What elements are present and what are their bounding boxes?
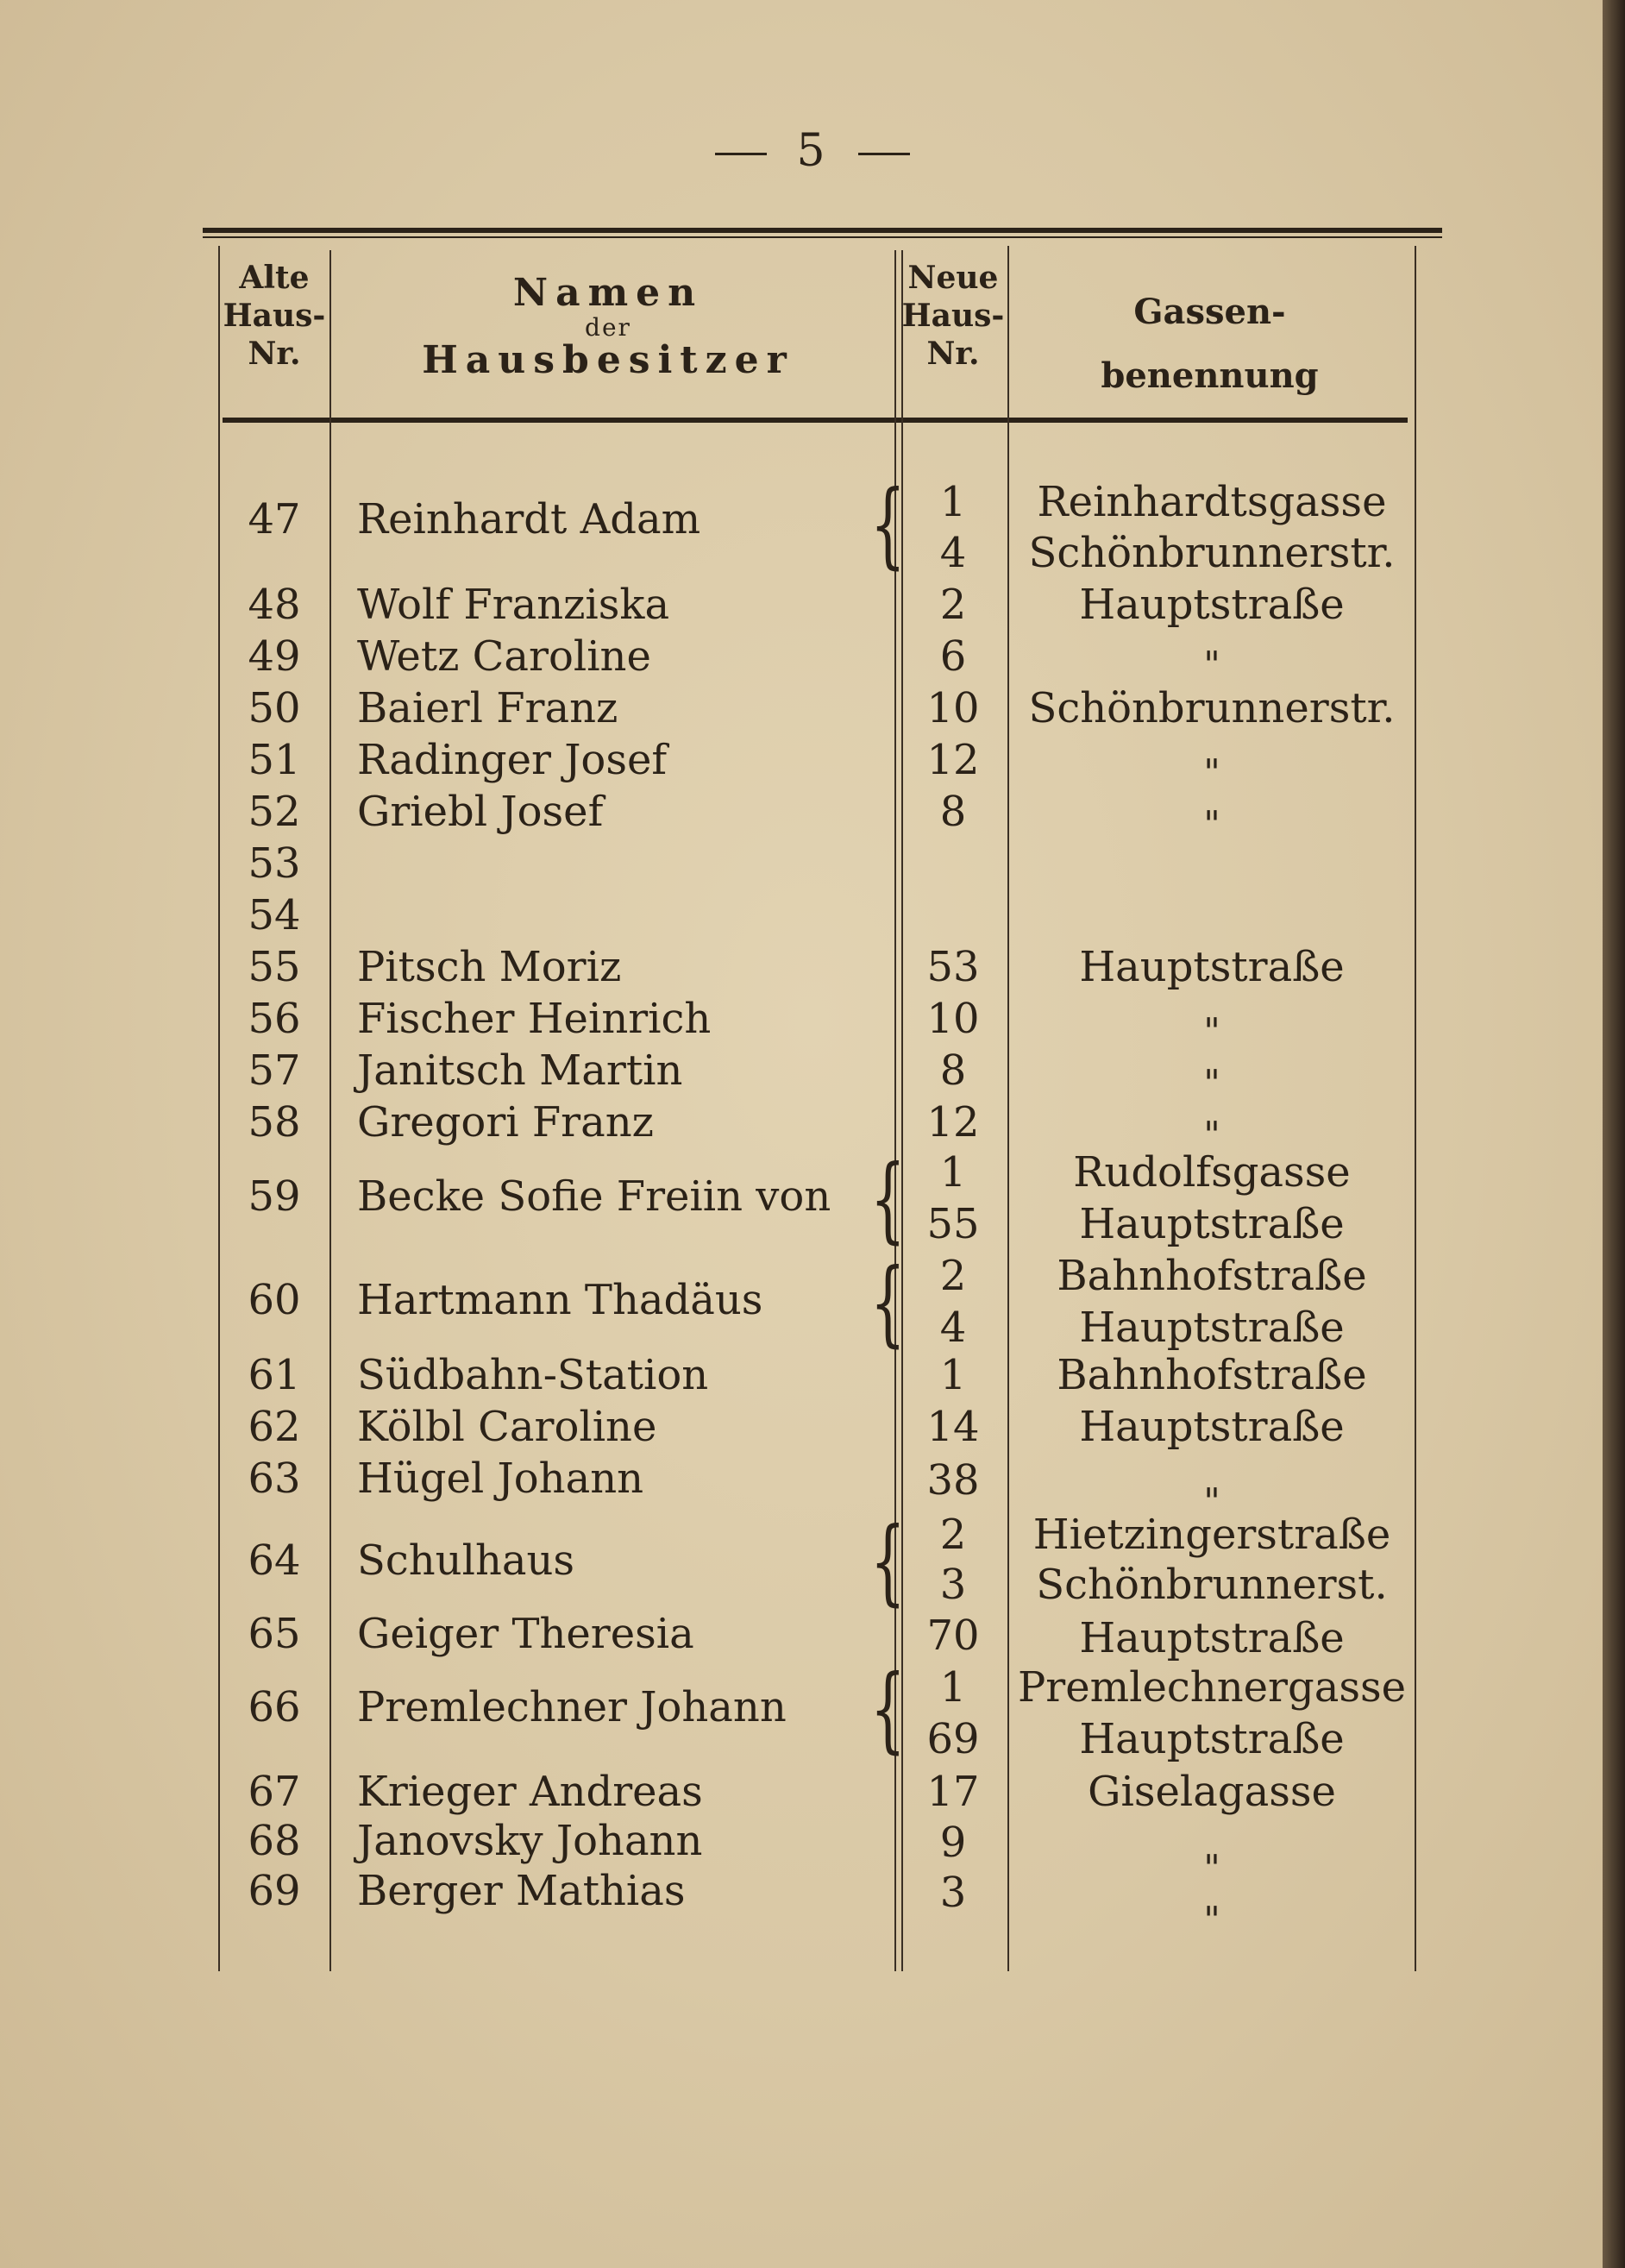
new-house-no: 1 (939, 1148, 967, 1197)
brace-icon: { (869, 1146, 906, 1253)
new-house-no: 2 (939, 1252, 967, 1300)
new-house-no: 38 (926, 1456, 980, 1505)
old-house-no: 69 (248, 1867, 301, 1915)
brace-icon: { (869, 471, 906, 579)
new-house-no: 3 (939, 1561, 967, 1609)
old-house-no: 67 (248, 1768, 301, 1816)
new-house-no: 4 (939, 1304, 967, 1352)
ditto-mark: " (1203, 803, 1220, 845)
new-house-no: 10 (926, 684, 980, 732)
new-house-no: 1 (939, 1351, 967, 1399)
old-house-no: 66 (248, 1683, 301, 1731)
old-house-no: 52 (248, 788, 301, 836)
new-house-no: 55 (926, 1200, 980, 1248)
column-divider (329, 250, 331, 1971)
page-edge (1603, 0, 1625, 2268)
old-house-no: 68 (248, 1817, 301, 1865)
ditto-mark: " (1203, 1010, 1220, 1052)
page-number: 5 (0, 125, 1625, 177)
street-name: Hauptstraße (1079, 1715, 1345, 1763)
street-name: Hauptstraße (1079, 581, 1345, 629)
owner-name: Schulhaus (357, 1536, 575, 1585)
brace-icon: { (869, 1249, 906, 1357)
top-rule (203, 228, 1442, 233)
ditto-mark: " (1203, 1847, 1220, 1889)
street-name: Hauptstraße (1079, 1614, 1345, 1662)
owner-name: Baierl Franz (357, 684, 618, 732)
owner-name: Kölbl Caroline (357, 1403, 657, 1451)
brace-icon: { (869, 1508, 906, 1616)
old-house-no: 49 (248, 632, 301, 681)
owner-name: Geiger Theresia (357, 1610, 694, 1658)
street-name: Bahnhofstraße (1057, 1252, 1367, 1300)
owner-name: Premlechner Johann (357, 1683, 787, 1731)
ditto-mark: " (1203, 1062, 1220, 1104)
old-house-no: 55 (248, 943, 301, 991)
street-name: Schönbrunnerstr. (1028, 684, 1396, 732)
column-divider (218, 246, 220, 1971)
street-name: Giselagasse (1088, 1768, 1336, 1816)
owner-name: Janovsky Johann (357, 1817, 703, 1865)
owner-name: Wolf Franziska (357, 581, 670, 629)
street-name: Rudolfsgasse (1073, 1148, 1351, 1197)
new-house-no: 3 (939, 1869, 967, 1917)
owner-name: Fischer Heinrich (357, 995, 712, 1043)
new-house-no: 14 (926, 1403, 980, 1451)
owner-name: Berger Mathias (357, 1867, 686, 1915)
new-house-no: 2 (939, 1511, 967, 1559)
new-house-no: 70 (926, 1611, 980, 1660)
header-old-house-no: Alte Haus- Nr. (223, 260, 326, 372)
old-house-no: 54 (248, 891, 301, 939)
owner-name: Pitsch Moriz (357, 943, 622, 991)
new-house-no: 10 (926, 995, 980, 1043)
owner-name: Radinger Josef (357, 736, 668, 784)
old-house-no: 53 (248, 839, 301, 888)
ditto-mark: " (1203, 1480, 1220, 1523)
header-owner-names: Namen der Hausbesitzer (422, 271, 794, 382)
street-name: Hauptstraße (1079, 1304, 1345, 1352)
old-house-no: 50 (248, 684, 301, 732)
owner-name: Hartmann Thadäus (357, 1276, 763, 1324)
new-house-no: 53 (926, 943, 980, 991)
owner-name: Gregori Franz (357, 1098, 654, 1147)
old-house-no: 65 (248, 1610, 301, 1658)
old-house-no: 60 (248, 1276, 301, 1324)
street-name: Hauptstraße (1079, 943, 1345, 991)
owner-name: Südbahn-Station (357, 1351, 709, 1399)
top-rule-thin (203, 236, 1442, 238)
owner-name: Wetz Caroline (357, 632, 651, 681)
old-house-no: 59 (248, 1172, 301, 1221)
old-house-no: 57 (248, 1046, 301, 1095)
old-house-no: 56 (248, 995, 301, 1043)
header-street-name: Gassen- benennung (1101, 292, 1319, 396)
new-house-no: 8 (939, 1046, 967, 1095)
new-house-no: 6 (939, 632, 967, 681)
new-house-no: 4 (939, 529, 967, 577)
ditto-mark: " (1203, 644, 1220, 686)
new-house-no: 8 (939, 788, 967, 836)
header-new-house-no: Neue Haus- Nr. (901, 260, 1005, 372)
street-name: Hauptstraße (1079, 1403, 1345, 1451)
new-house-no: 1 (939, 1663, 967, 1712)
new-house-no: 12 (926, 736, 980, 784)
old-house-no: 51 (248, 736, 301, 784)
street-name: Premlechnergasse (1018, 1663, 1406, 1712)
old-house-no: 63 (248, 1454, 301, 1503)
street-name: Schönbrunnerst. (1036, 1561, 1388, 1609)
street-name: Hauptstraße (1079, 1200, 1345, 1248)
old-house-no: 48 (248, 581, 301, 629)
old-house-no: 61 (248, 1351, 301, 1399)
street-name: Reinhardtsgasse (1037, 478, 1387, 526)
ditto-mark: " (1203, 1899, 1220, 1941)
new-house-no: 69 (926, 1715, 980, 1763)
new-house-no: 17 (926, 1768, 980, 1816)
new-house-no: 2 (939, 581, 967, 629)
old-house-no: 58 (248, 1098, 301, 1147)
new-house-no: 9 (939, 1819, 967, 1867)
brace-icon: { (869, 1655, 906, 1763)
owner-name: Reinhardt Adam (357, 495, 701, 543)
header-rule (223, 418, 1408, 423)
street-name: Bahnhofstraße (1057, 1351, 1367, 1399)
new-house-no: 1 (939, 478, 967, 526)
ditto-mark: " (1203, 1114, 1220, 1156)
column-divider (1415, 246, 1416, 1971)
new-house-no: 12 (926, 1098, 980, 1147)
street-name: Schönbrunnerstr. (1028, 529, 1396, 577)
owner-name: Griebl Josef (357, 788, 604, 836)
old-house-no: 64 (248, 1536, 301, 1585)
owner-name: Hügel Johann (357, 1454, 644, 1503)
owner-name: Krieger Andreas (357, 1768, 703, 1816)
street-name: Hietzingerstraße (1032, 1511, 1391, 1559)
owner-name: Becke Sofie Freiin von (357, 1172, 831, 1221)
old-house-no: 47 (248, 495, 301, 543)
owner-name: Janitsch Martin (357, 1046, 683, 1095)
ditto-mark: " (1203, 751, 1220, 794)
old-house-no: 62 (248, 1403, 301, 1451)
